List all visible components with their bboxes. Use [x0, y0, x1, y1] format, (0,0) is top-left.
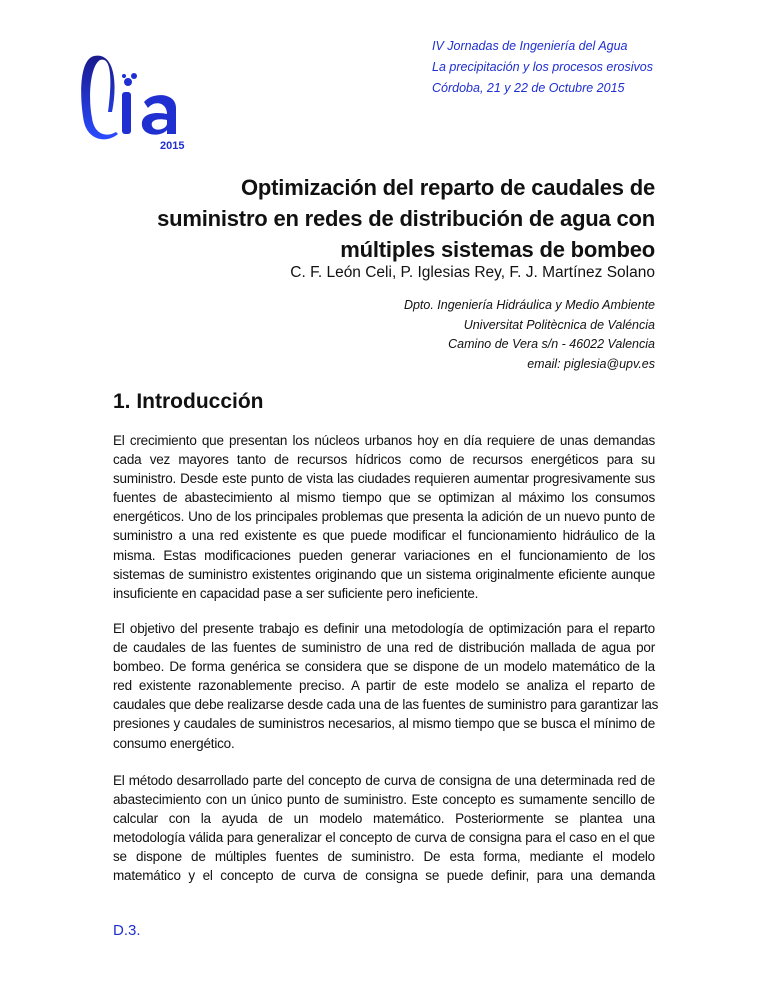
title-line: múltiples sistemas de bombeo	[340, 237, 655, 262]
text-line: matemático y el concepto de curva de consigna se puede definir, para una demanda	[113, 868, 655, 884]
text-line: suministro. Desde este punto de vista las ciudades requieren aumentar progresivamente sus	[113, 471, 655, 487]
university: Universitat Politècnica de Valéncia	[463, 317, 655, 332]
paragraph	[113, 619, 659, 753]
paragraph	[113, 431, 655, 603]
text-line: misma. Estas modificaciones pueden generar variaciones en el funcionamiento de los	[113, 547, 655, 563]
svg-text:2015: 2015	[160, 140, 185, 152]
title-line: suministro en redes de distribución de agua con	[157, 206, 655, 231]
text-line: calcular con la ayuda de un modelo matemático. Posteriormente se plantea una	[113, 811, 655, 827]
text-line: sistemas de suministro existentes originando que un sistema originalmente eficiente aunque	[113, 566, 655, 582]
text-line: metodología válida para generalizar el concepto de curva de consigna para el caso en el que	[113, 830, 655, 846]
text-line: bombeo. De forma genérica se considera que se dispone de un modelo matemático de la	[113, 659, 655, 675]
text-line: El objetivo del presente trabajo es definir una metodología de optimización para el reparto	[113, 621, 655, 636]
conference-info	[432, 36, 653, 99]
conference-name: IV Jornadas de Ingeniería del Agua	[432, 39, 628, 53]
email: email: piglesia@upv.es	[527, 357, 655, 372]
department: Dpto. Ingeniería Hidráulica y Medio Ambiente	[403, 298, 655, 312]
text-line: presiones y caudales de suministros necesarios, al mismo tiempo que se busca el mínimo de	[113, 716, 655, 732]
text-line: El crecimiento que presentan los núcleos urbanos hoy en día requiere de unas demandas	[113, 433, 655, 448]
jia-logo-icon	[72, 52, 232, 152]
page-number: D.3.	[113, 922, 141, 939]
authors: C. F. León Celi, P. Iglesias Rey, F. J. Martínez Solano	[290, 264, 655, 281]
section-heading: 1. Introducción	[113, 390, 264, 413]
text-line: insuficiente en capacidad pase a ser suficiente pero ineficiente.	[113, 585, 479, 601]
text-line: consumo energético.	[113, 735, 235, 751]
text-line: energéticos. Uno de los principales problemas que presenta la adición de un nuevo punto de	[113, 509, 655, 525]
affiliation	[404, 296, 655, 375]
conference-date: Córdoba, 21 y 22 de Octubre 2015	[432, 81, 625, 95]
conference-theme: La precipitación y los procesos erosivos	[432, 60, 653, 74]
text-line: red existente razonablemente preciso. A partir de este modelo se analiza el reparto de	[113, 678, 655, 694]
address: Camino de Vera s/n - 46022 Valencia	[448, 337, 655, 352]
text-line: fuentes de abastecimiento al mismo tiempo que se optimizan al máximo los consumos	[113, 490, 655, 506]
text-line: cada vez mayores tanto de recursos hídricos como de recursos energéticos para su	[113, 452, 655, 468]
title-line: Optimización del reparto de caudales de	[241, 175, 655, 200]
conference-logo	[72, 52, 232, 152]
paragraph	[113, 771, 655, 886]
text-line: caudales que debe realizarse desde cada una de las fuentes de suministro para garantizar las	[113, 697, 659, 713]
text-line: suministro a una red existente es que puede modificar el funcionamiento hidráulico de la	[113, 528, 655, 544]
text-line: El método desarrollado parte del concepto de curva de consigna de una determinada red de	[113, 773, 655, 788]
text-line: se dispone de múltiples fuentes de suministro. De esta forma, mediante el modelo	[113, 849, 655, 865]
paper-title	[157, 172, 655, 265]
text-line: de caudales de las fuentes de suministro de una red de distribución mallada de agua por	[113, 640, 655, 656]
text-line: abastecimiento con un único punto de suministro. Este concepto es sumamente sencillo de	[113, 792, 655, 808]
